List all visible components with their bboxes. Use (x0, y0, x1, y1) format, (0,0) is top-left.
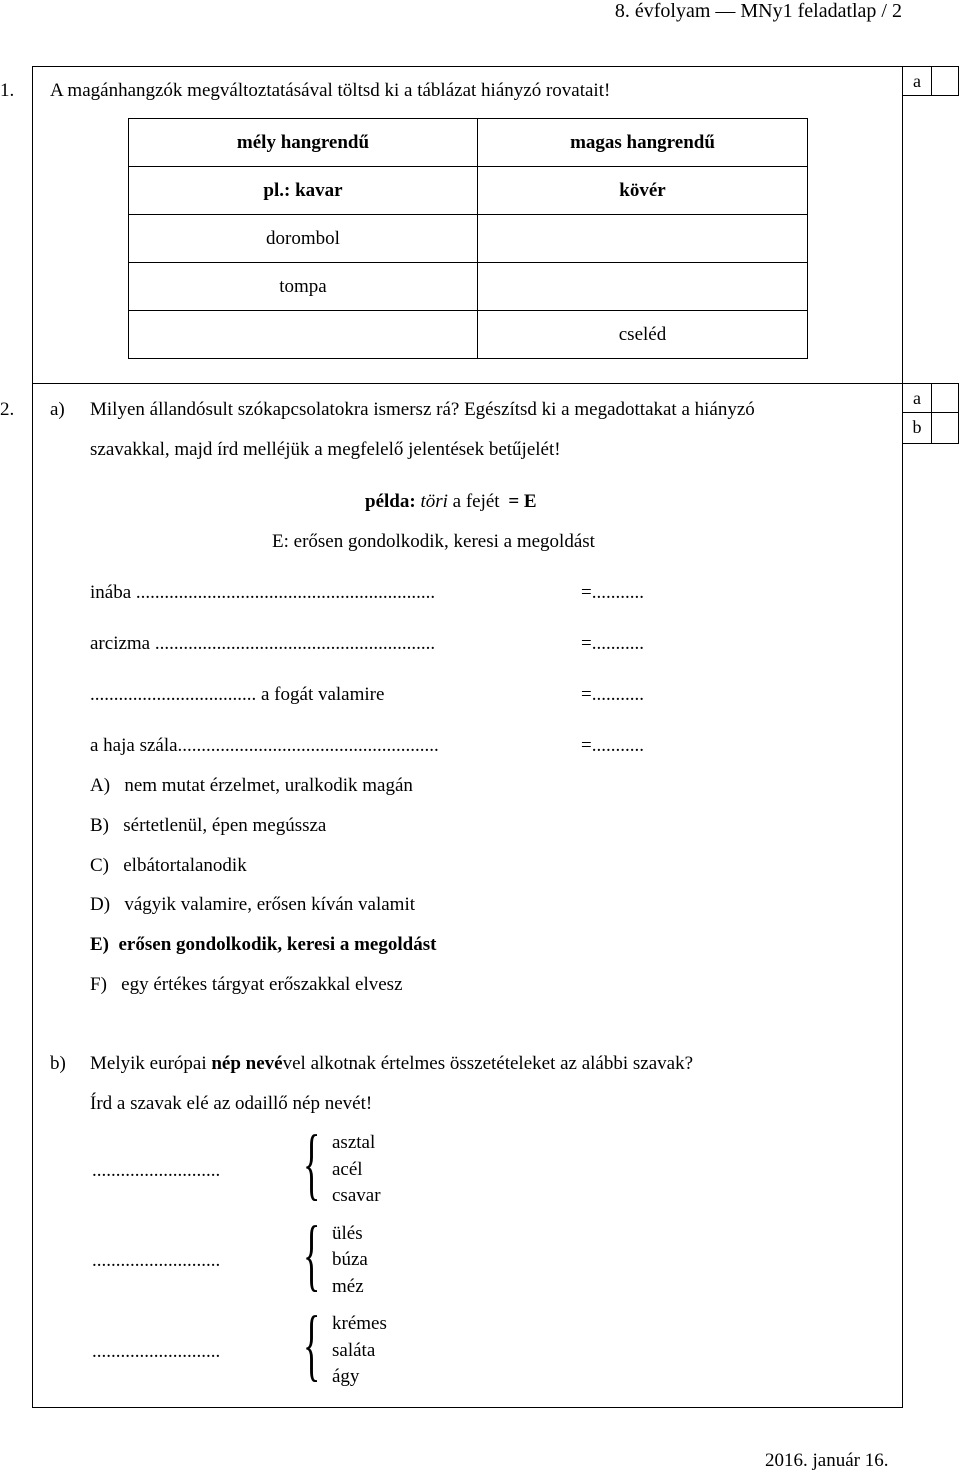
meaning-item: A) nem mutat érzelmet, uralkodik magán (90, 775, 413, 796)
task2b-instruction-1: Melyik európai nép nevével alkotnak értelmes összetételeket az alábbi szavak? (90, 1053, 694, 1074)
compound-word: ágy (332, 1366, 360, 1387)
task2-score-empty-b[interactable] (931, 412, 959, 444)
example-label: példa: (365, 491, 416, 512)
meaning-item-highlighted: E) erősen gondolkodik, keresi a megoldást (90, 934, 437, 955)
meaning-item: C) elbátortalanodik (90, 855, 247, 876)
idiom-item-answer[interactable]: =........... (581, 735, 644, 756)
task2b-instruction-2: Írd a szavak elé az odaillő nép nevét! (90, 1093, 373, 1114)
table-row (129, 215, 808, 263)
task1-instruction: A magánhangzók megváltoztatásával töltsd ki a táblázat hiányzó rovatait! (50, 80, 611, 101)
table-cell: tompa (129, 263, 478, 311)
example-meaning: E: erősen gondolkodik, keresi a megoldást (272, 531, 595, 552)
compound-word: búza (332, 1249, 368, 1270)
task2-score-a[interactable]: a (902, 383, 932, 413)
task1-number: 1. (0, 80, 15, 101)
table-cell: cseléd (478, 311, 808, 359)
footer-date: 2016. január 16. (765, 1450, 889, 1471)
task2b-label: b) (50, 1053, 66, 1074)
task2a-instruction-2: szavakkal, majd írd melléjük a megfelelő jelentések betűjelét! (90, 439, 561, 460)
idiom-item-text[interactable]: inába ............................................................... (90, 582, 436, 603)
page-header: 8. évfolyam — MNy1 feladatlap / 2 (614, 0, 902, 22)
table-cell: pl.: kavar (129, 167, 478, 215)
header-deep: mély hangrendű (129, 119, 478, 167)
table-cell-input[interactable] (478, 215, 808, 263)
nation-blank[interactable]: ........................... (92, 1341, 221, 1362)
example-line (365, 491, 537, 513)
compound-word: ülés (332, 1223, 363, 1244)
table-header-row (129, 119, 808, 167)
task2-number: 2. (0, 399, 15, 420)
compound-word: acél (332, 1159, 363, 1180)
table-cell: dorombol (129, 215, 478, 263)
task1-score-empty[interactable] (931, 66, 959, 96)
compound-word: asztal (332, 1132, 376, 1153)
compound-word: csavar (332, 1185, 381, 1206)
idiom-item-answer[interactable]: =........... (581, 684, 644, 705)
meaning-item: F) egy értékes tárgyat erőszakkal elvesz (90, 974, 403, 995)
table-row (129, 167, 808, 215)
nation-blank[interactable]: ........................... (92, 1160, 221, 1181)
compound-word: saláta (332, 1340, 376, 1361)
task2-score-b[interactable]: b (902, 412, 932, 444)
table-cell-input[interactable] (129, 311, 478, 359)
brace-icon: { (303, 1211, 321, 1299)
meaning-item: B) sértetlenül, épen megússza (90, 815, 327, 836)
table-row (129, 311, 808, 359)
task2a-label: a) (50, 399, 65, 420)
task2a-instruction-1: Milyen állandósult szókapcsolatokra ismersz rá? Egészítsd ki a megadottakat a hiányzó (90, 399, 755, 420)
idiom-item-text[interactable]: ................................... a fogát valamire (90, 684, 385, 705)
table-row (129, 263, 808, 311)
meaning-item: D) vágyik valamire, erősen kíván valamit (90, 894, 416, 915)
table-cell: kövér (478, 167, 808, 215)
example-word: töri (420, 491, 448, 512)
brace-icon: { (303, 1301, 321, 1389)
vowel-harmony-table (128, 118, 808, 359)
compound-word: méz (332, 1276, 364, 1297)
idiom-item-text[interactable]: a haja szála....................................................... (90, 735, 439, 756)
brace-icon: { (303, 1120, 321, 1208)
nation-blank[interactable]: ........................... (92, 1250, 221, 1271)
task2-score-empty-a[interactable] (931, 383, 959, 413)
table-cell-input[interactable] (478, 263, 808, 311)
task1-score-box[interactable]: a (902, 66, 932, 96)
idiom-item-text[interactable]: arcizma ........................................................... (90, 633, 436, 654)
idiom-item-answer[interactable]: =........... (581, 582, 644, 603)
idiom-item-answer[interactable]: =........... (581, 633, 644, 654)
compound-word: krémes (332, 1313, 387, 1334)
header-high: magas hangrendű (478, 119, 808, 167)
example-rest: a fejét (452, 491, 500, 512)
example-answer: = E (508, 491, 537, 512)
